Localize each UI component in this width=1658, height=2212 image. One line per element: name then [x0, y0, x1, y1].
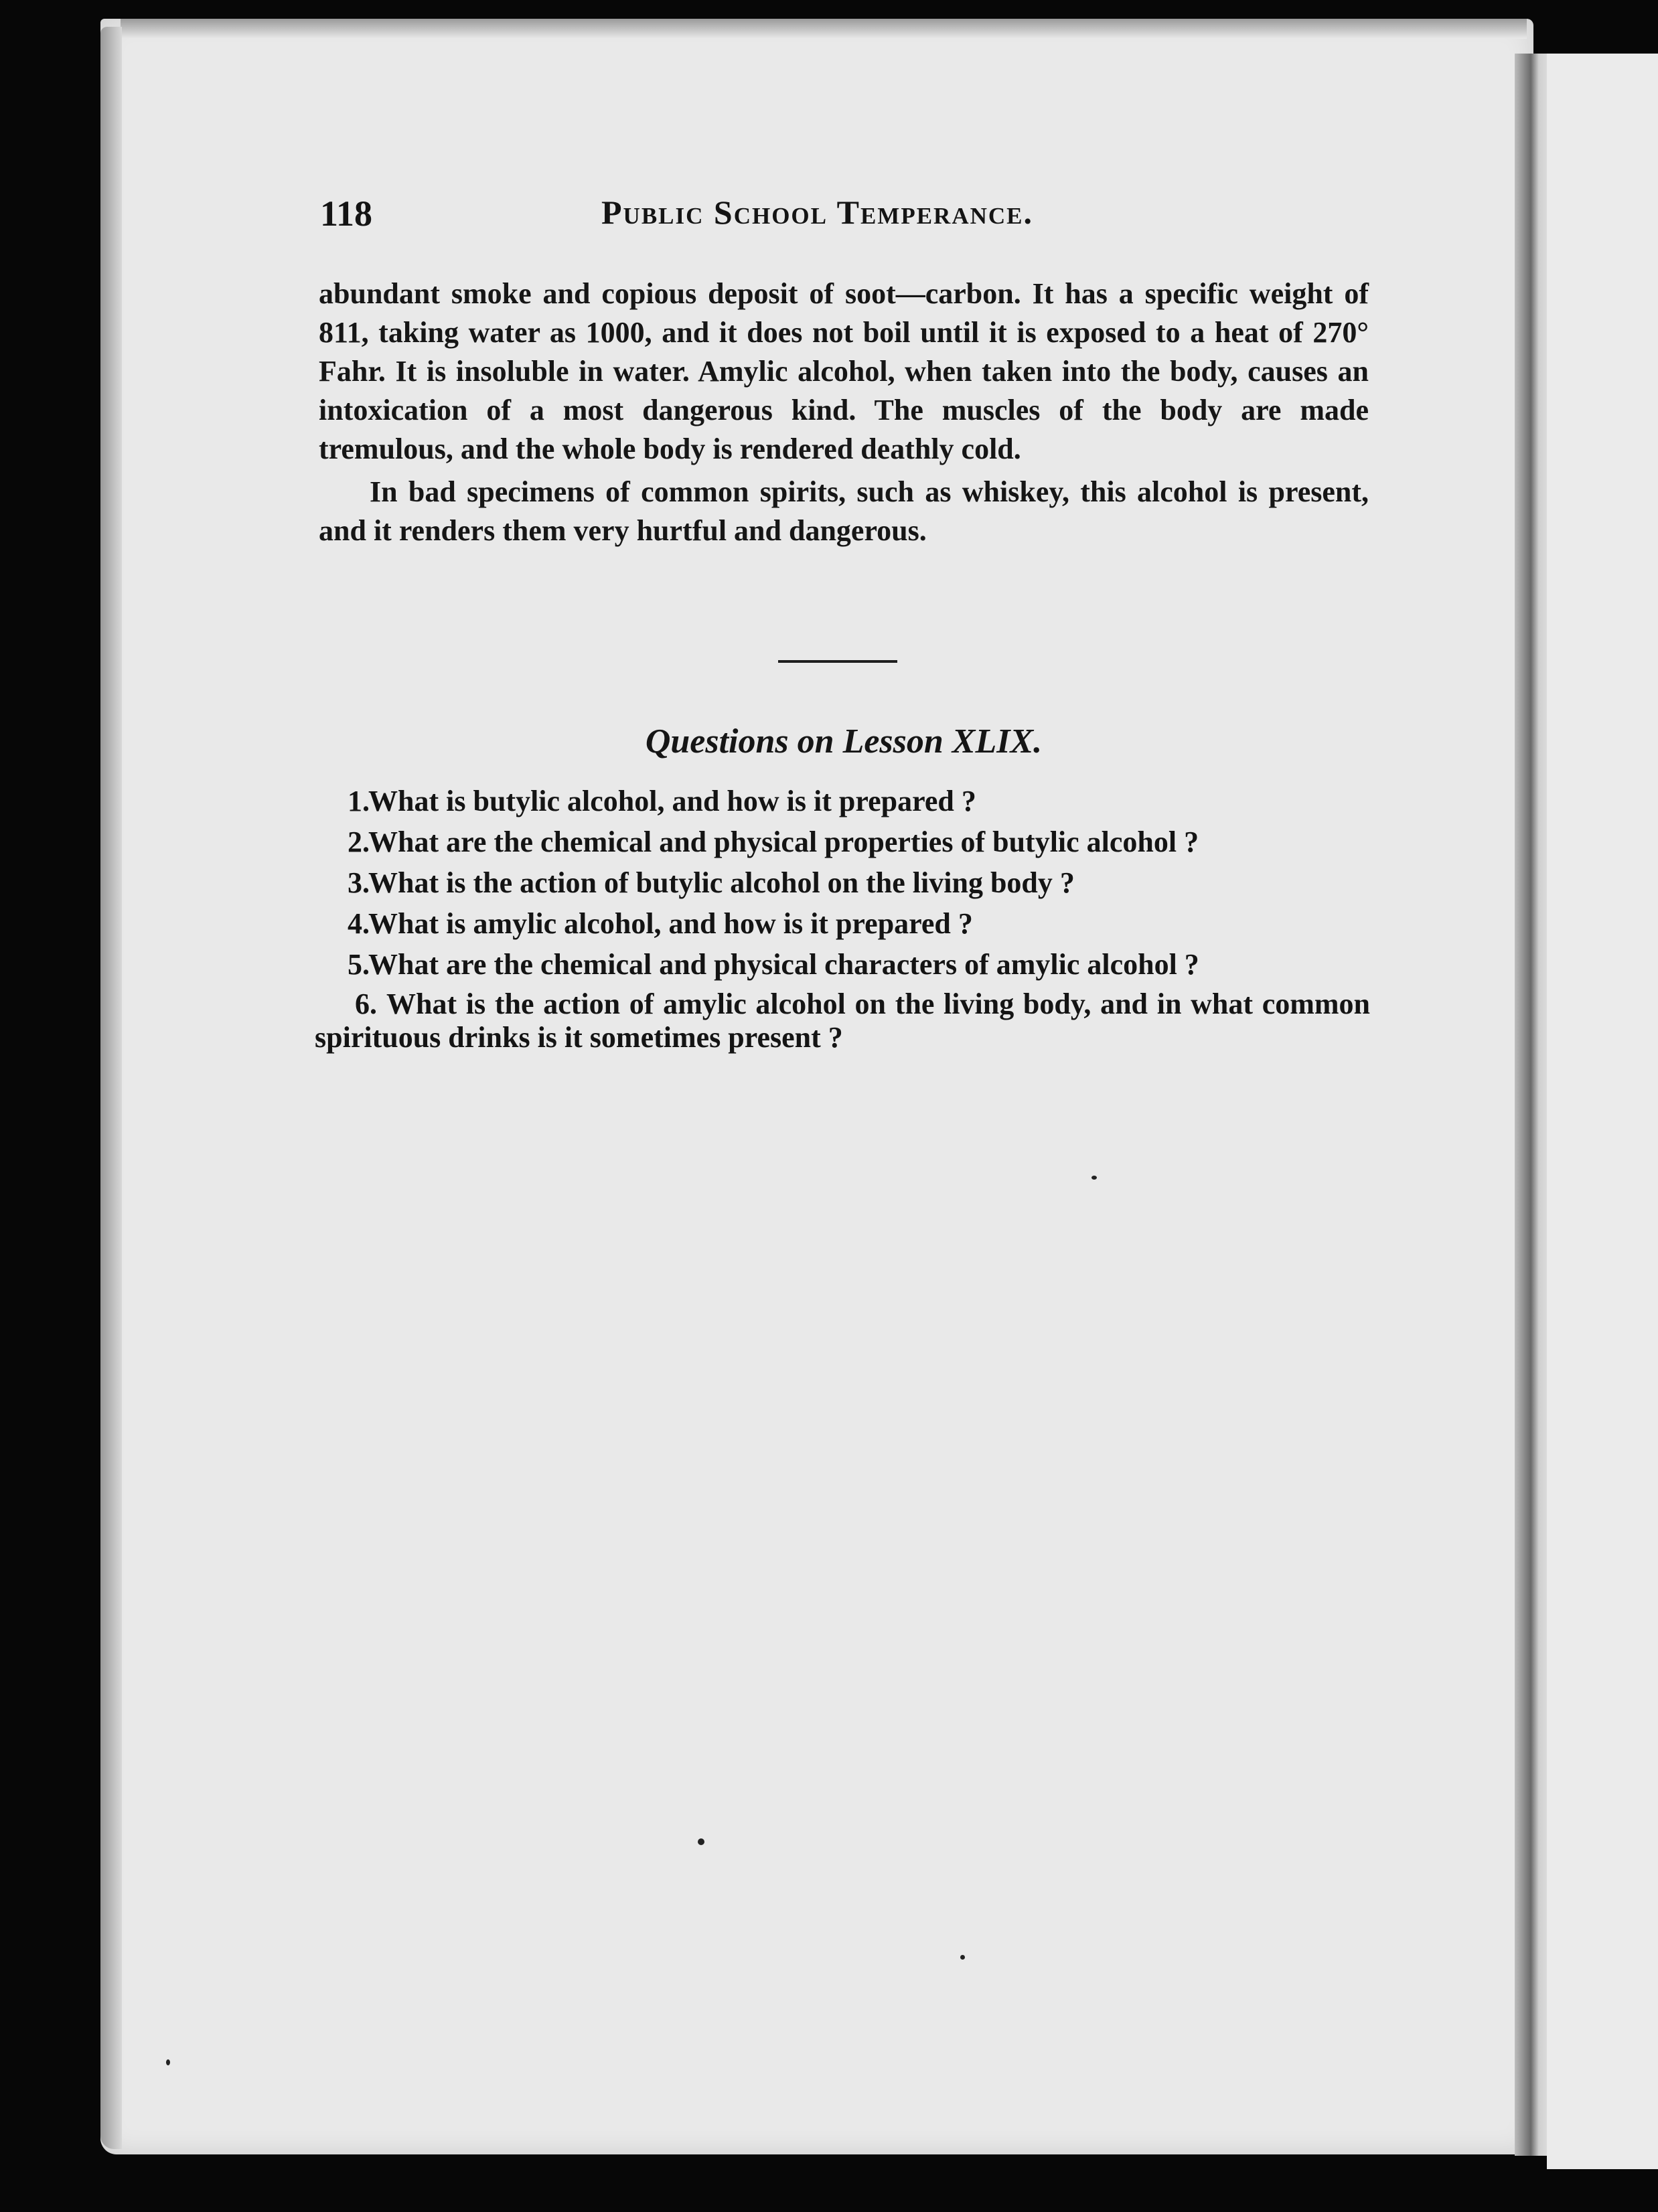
paragraph: abundant smoke and copious deposit of soot—carbon. It has a specific weight of 811, taking water as 1000, and it does not boil until it is exposed to a heat of 270° Fahr. It is insoluble in water. Amylic alcohol, when taken into the body, causes an intoxication of a most dangerous kind. The muscles of the body are made tremulous, and the whole body is rendered deathly cold. [319, 277, 1369, 465]
question-item [315, 903, 1370, 944]
page-left-edge [100, 27, 122, 2149]
facing-page-edge [1547, 54, 1658, 2169]
question-item [315, 944, 1370, 985]
question-item [315, 781, 1370, 821]
question-text: What are the chemical and physical properties of butylic alcohol ? [368, 825, 1199, 858]
ink-speck [698, 1838, 704, 1845]
page-header [320, 193, 1365, 240]
question-number: 5. [348, 948, 370, 981]
section-divider [778, 660, 897, 663]
question-text: What is amylic alcohol, and how is it prepared ? [368, 907, 973, 940]
ink-speck [166, 2059, 170, 2065]
question-text: What is butylic alcohol, and how is it prepared ? [368, 785, 976, 817]
question-text: What are the chemical and physical characters of amylic alcohol ? [368, 948, 1199, 981]
question-number: 1. [348, 785, 370, 817]
question-number: 2. [348, 825, 370, 858]
question-number: 6. [355, 988, 377, 1020]
question-text: What is the action of butylic alcohol on the living body ? [368, 866, 1075, 899]
questions-list [315, 781, 1370, 1054]
question-text: What is the action of amylic alcohol on the living body, and in what common spirituous drinks is it sometimes present ? [315, 988, 1370, 1054]
ink-speck [960, 1955, 965, 1960]
running-title: Public School Temperance. [601, 193, 1034, 231]
page-number: 118 [320, 193, 373, 234]
question-number: 4. [348, 907, 370, 940]
question-item [315, 821, 1370, 862]
page-top-shadow [121, 19, 1527, 39]
question-item [315, 988, 1370, 1054]
body-text [319, 274, 1369, 550]
question-item [315, 862, 1370, 903]
questions-heading: Questions on Lesson XLIX. [645, 722, 1043, 761]
ink-speck [1091, 1176, 1097, 1180]
paragraph: In bad specimens of common spirits, such as whiskey, this alcohol is present, and it renders them very hurtful and dangerous. [319, 475, 1369, 547]
question-number: 3. [348, 866, 370, 899]
